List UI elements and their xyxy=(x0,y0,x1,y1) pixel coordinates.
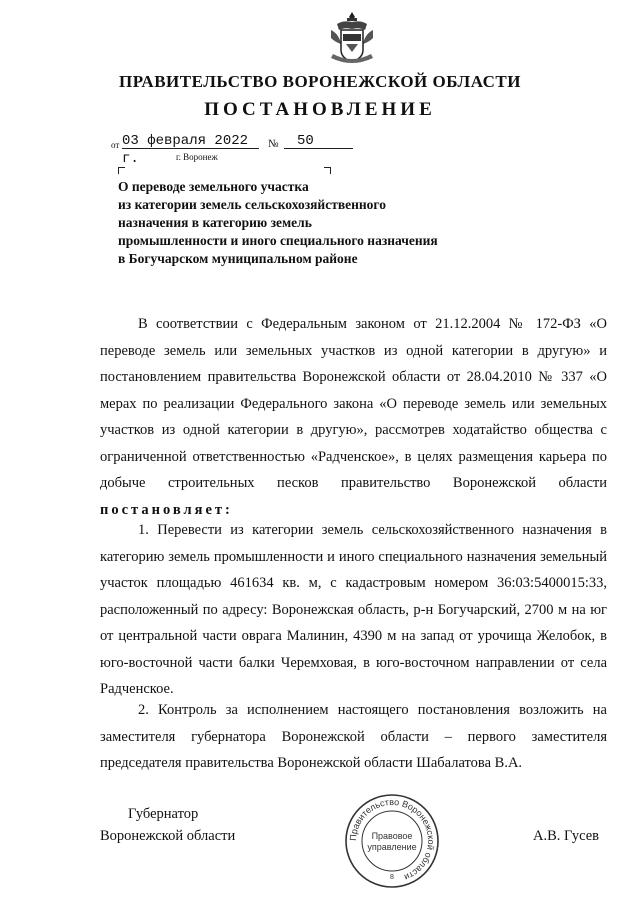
subject-line: промышленности и иного специального назначения xyxy=(118,233,438,248)
official-seal-stamp xyxy=(344,793,440,889)
decree-word: постановляет: xyxy=(100,501,233,518)
subject-line: назначения в категорию земель xyxy=(118,215,312,230)
number-value: 50 xyxy=(297,133,314,149)
preamble-text: В соответствии с Федеральным законом от 21.12.2004 № 172-ФЗ «О переводе земель или земельных участков из одной категории в другую» и постановлением правительства Воронежской области от 28.04.2010 № 337 «О мерах по реализации Федерального закона «О переводе земель или земельных участков из одной категории в другую», рассмотрев ходатайство общества с ограниченной ответственностью «Радченское», в целях размещения карьера по добыче строительных песков правительство Воронежской области xyxy=(100,316,607,491)
seal-ring-text: Правительство Воронежской области xyxy=(347,796,437,883)
clause-1: 1. Перевести из категории земель сельскохозяйственного назначения в категорию земель промышленности и иного специального назначения земельный участок площадью 461634 кв. м, с кадастровым номером 36:03:5400015:33, расположенный по адресу: Воронежская область, р-н Богучарский, 2700 м на юг от центральной части оврага Малинин, 4390 м на запад от урочища Желобок, в юго-восточной части балки Черемховая, в юго-восточном направлении от села Радченское. xyxy=(100,522,607,697)
subject-line: из категории земель сельскохозяйственного xyxy=(118,197,386,212)
seal-center-line2: управление xyxy=(367,842,417,852)
preamble-paragraph xyxy=(100,311,607,523)
date-value: 03 февраля 2022 г. xyxy=(122,133,249,167)
from-label: от xyxy=(111,140,120,150)
city-label: г. Воронеж xyxy=(176,152,218,162)
document-subject xyxy=(118,178,518,268)
number-label: № xyxy=(268,138,279,150)
subject-line: О переводе земельного участка xyxy=(118,179,309,194)
corner-mark-left xyxy=(118,167,125,174)
coat-of-arms-emblem xyxy=(327,10,377,68)
clause-2: 2. Контроль за исполнением настоящего постановления возложить на заместителя губернатора Воронежской области – первого заместителя председателя правительства Воронежской области Шабалатова В.А. xyxy=(100,702,607,771)
seal-number: 8 xyxy=(390,874,394,881)
government-name: ПРАВИТЕЛЬСТВО ВОРОНЕЖСКОЙ ОБЛАСТИ xyxy=(118,72,521,91)
seal-center-line1: Правовое xyxy=(371,831,413,841)
subject-line: в Богучарском муниципальном районе xyxy=(118,251,358,266)
signatory-name: А.В. Гусев xyxy=(533,828,599,844)
signatory-title-line2: Воронежской области xyxy=(100,828,236,844)
signatory-title-line1: Губернатор xyxy=(128,806,199,822)
number-field xyxy=(284,131,353,149)
document-type: ПОСТАНОВЛЕНИЕ xyxy=(204,99,436,120)
corner-mark-right xyxy=(324,167,331,174)
